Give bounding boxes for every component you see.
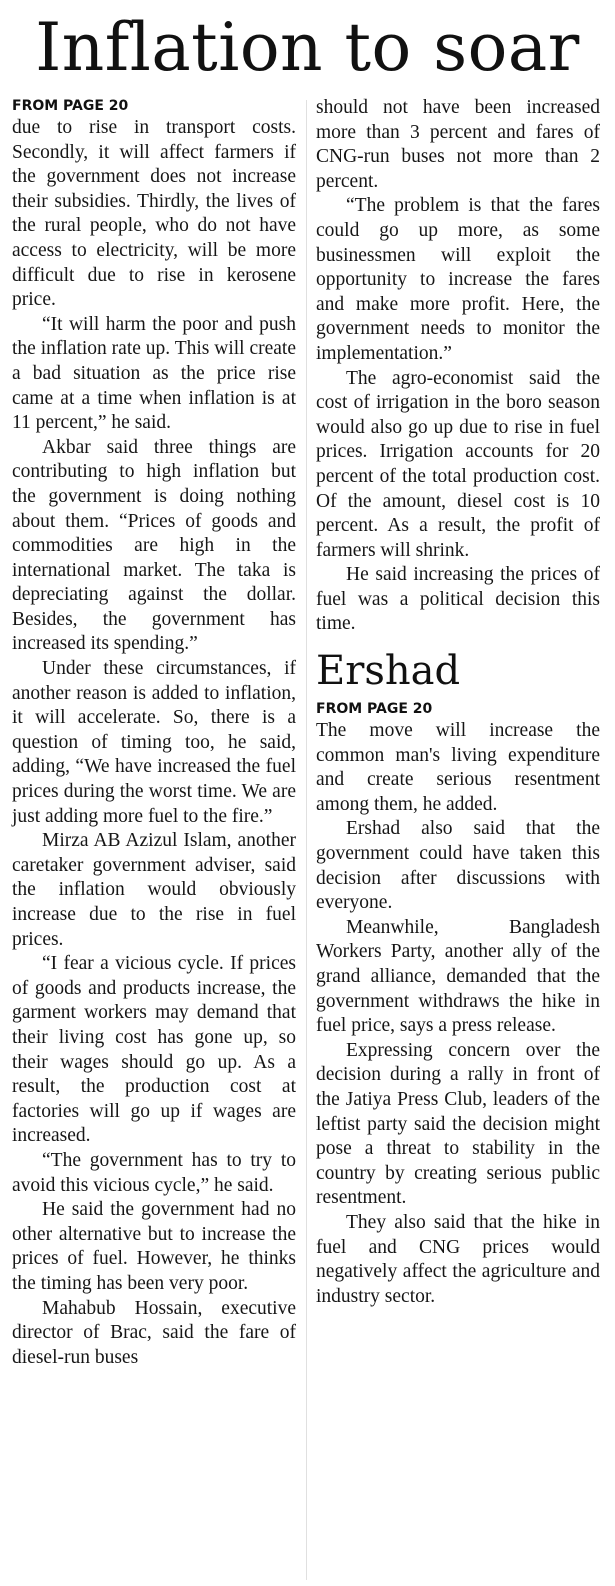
- ershad-subhead: Ershad: [316, 648, 461, 695]
- article-paragraph: He said the government had no other alternative but to increase the prices of fuel. However, he thinks the timing has been very poor.: [12, 1199, 296, 1294]
- article-paragraph: Akbar said three things are contributing to high inflation but the government is doing nothing about them. “Prices of goods and commodities are high in the international market. The taka is depreciating against the dollar. Besides, the government has increased its spending.”: [12, 436, 296, 655]
- article-paragraph: due to rise in transport costs. Secondly, it will affect farmers if the government does not increase their subsidies. Thirdly, the lives of the rural people, who do not have access to electricity, will be more difficult due to rise in kerosene price.: [12, 117, 296, 311]
- column-divider: [306, 100, 307, 1580]
- article-paragraph: They also said that the hike in fuel and CNG prices would negatively affect the agriculture and industry sector.: [316, 1211, 600, 1307]
- article-paragraph: “The problem is that the fares could go up more, as some businessmen will exploit the opportunity to increase the fares and make more profit. Here, the government needs to monitor the implementation.”: [316, 195, 600, 364]
- article-paragraph: Mirza AB Azizul Islam, another caretaker government adviser, said the inflation would obviously increase due to the rise in fuel prices.: [12, 830, 296, 950]
- article-paragraph: “The government has to try to avoid this vicious cycle,” he said.: [12, 1149, 296, 1196]
- article-paragraph: “I fear a vicious cycle. If prices of goods and products increase, the garment workers may demand that their living cost has gone up, so their wages should go up. As a result, the production cost at factories will go up if wages are increased.: [12, 953, 296, 1147]
- article-paragraph: The agro-economist said the cost of irrigation in the boro season would also go up due to rise in fuel prices. Irrigation accounts for 20 percent of the total production cost. Of the amount, diesel cost is 10 percent. As a result, the profit of farmers will shrink.: [316, 367, 600, 561]
- article-paragraph: Ershad also said that the government could have taken this decision after discussions with everyone.: [316, 818, 600, 914]
- continuation-kicker: FROM PAGE 20: [12, 98, 129, 114]
- continuation-kicker: FROM PAGE 20: [316, 701, 433, 718]
- article-paragraph: The move will increase the common man's living expenditure and create serious resentment among them, he added.: [316, 720, 600, 815]
- article-paragraph: Mahabub Hossain, executive director of Brac, said the fare of diesel-run buses: [12, 1297, 296, 1368]
- article-paragraph: He said increasing the prices of fuel was a political decision this time.: [316, 564, 600, 635]
- article-paragraph: should not have been increased more than 3 percent and fares of CNG-run buses not more than 2 percent.: [316, 97, 600, 192]
- article-paragraph: Meanwhile, Bangladesh Workers Party, another ally of the grand alliance, demanded that the government withdraws the hike in fuel price, says a press release.: [316, 916, 600, 1037]
- article-paragraph: “It will harm the poor and push the inflation rate up. This will create a bad situation as the price rise came at a time when inflation is at 11 percent,” he said.: [12, 313, 296, 434]
- right-column: [316, 96, 600, 1309]
- article-paragraph: Under these circumstances, if another reason is added to inflation, it will accelerate. So, there is a question of timing too, he said, adding, “We have increased the fuel prices during the worst time. We are just adding more fuel to the fire.”: [12, 658, 296, 827]
- left-column: [12, 96, 296, 1370]
- article-paragraph: Expressing concern over the decision during a rally in front of the Jatiya Press Club, leaders of the leftist party said the decision might pose a threat to stability in the country by creating serious public resentment.: [316, 1039, 600, 1209]
- headline: Inflation to soar: [35, 9, 580, 86]
